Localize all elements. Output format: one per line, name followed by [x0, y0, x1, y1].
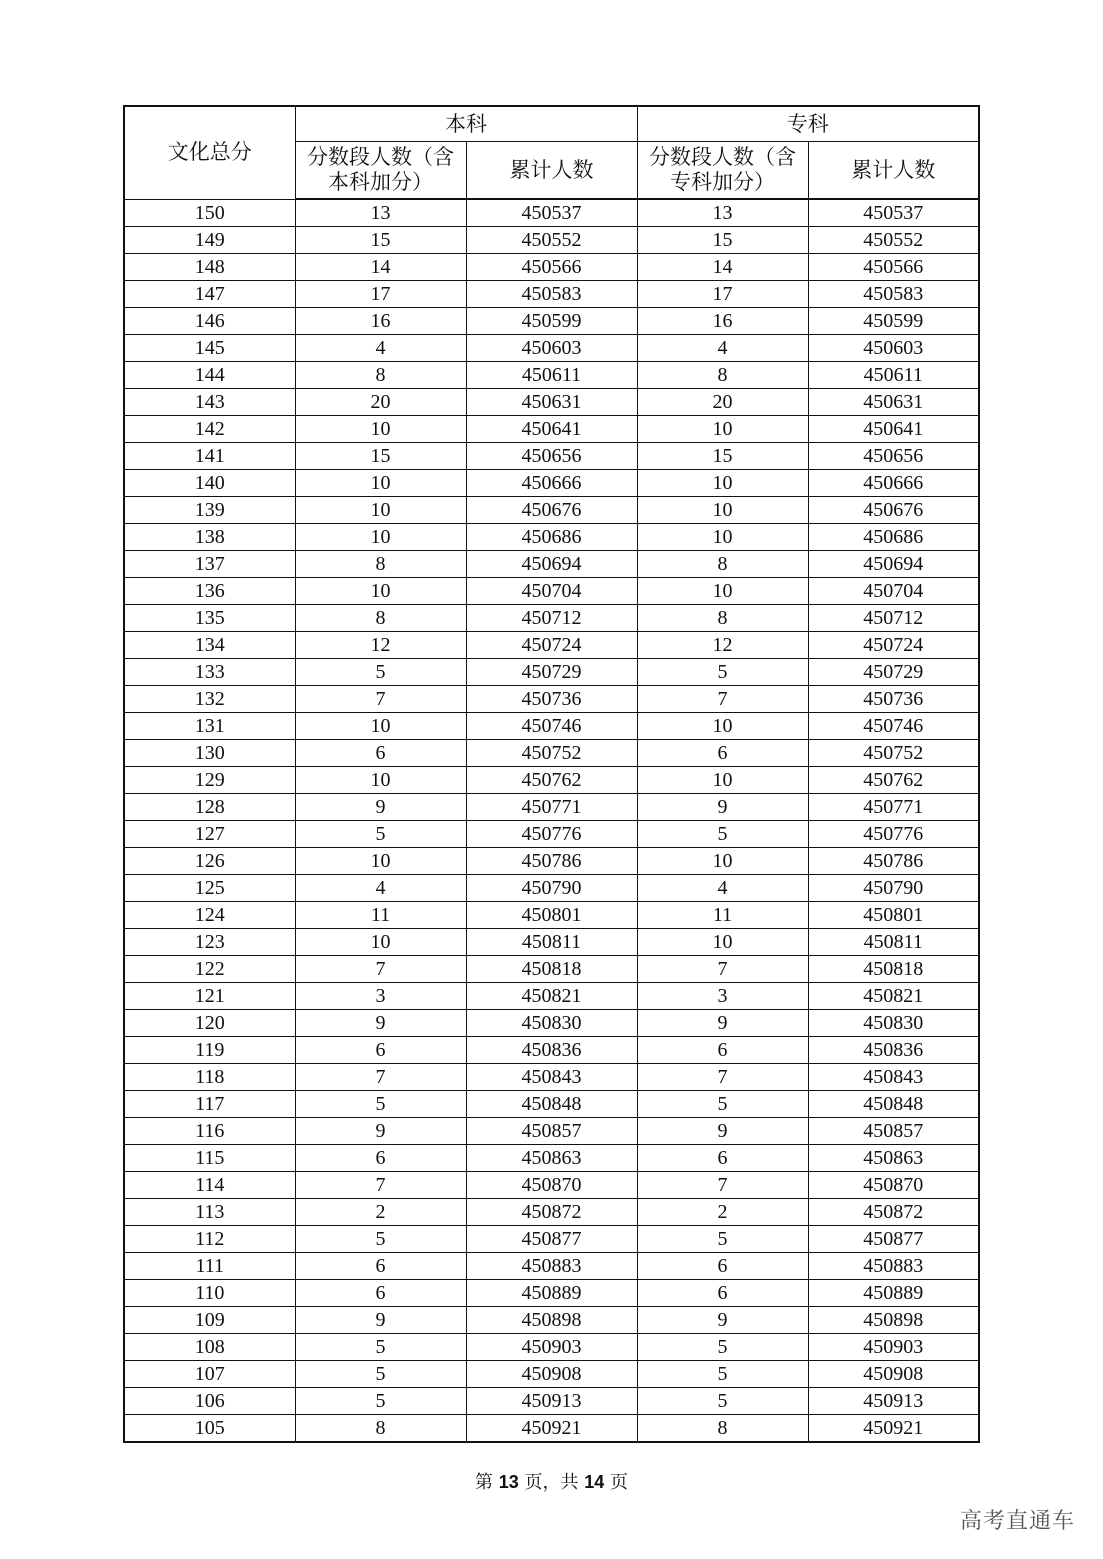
- cell-score: 111: [124, 1253, 295, 1280]
- cell-junior-cumulative: 450883: [808, 1253, 979, 1280]
- cell-undergrad-count: 4: [295, 335, 466, 362]
- cell-junior-cumulative: 450631: [808, 389, 979, 416]
- cell-undergrad-cumulative: 450836: [466, 1037, 637, 1064]
- table-row: [124, 1064, 979, 1091]
- cell-score: 131: [124, 713, 295, 740]
- cell-undergrad-cumulative: 450790: [466, 875, 637, 902]
- cell-undergrad-count: 10: [295, 929, 466, 956]
- cell-junior-count: 14: [637, 254, 808, 281]
- cell-junior-count: 5: [637, 1361, 808, 1388]
- cell-score: 108: [124, 1334, 295, 1361]
- cell-undergrad-count: 16: [295, 308, 466, 335]
- cell-undergrad-count: 7: [295, 1172, 466, 1199]
- cell-score: 105: [124, 1415, 295, 1443]
- cell-score: 136: [124, 578, 295, 605]
- cell-junior-count: 5: [637, 1226, 808, 1253]
- cell-junior-count: 17: [637, 281, 808, 308]
- cell-score: 114: [124, 1172, 295, 1199]
- cell-junior-cumulative: 450583: [808, 281, 979, 308]
- cell-junior-count: 10: [637, 767, 808, 794]
- cell-undergrad-count: 15: [295, 443, 466, 470]
- cell-undergrad-cumulative: 450566: [466, 254, 637, 281]
- cell-junior-cumulative: 450921: [808, 1415, 979, 1443]
- cell-junior-cumulative: 450712: [808, 605, 979, 632]
- cell-undergrad-count: 10: [295, 416, 466, 443]
- cell-score: 120: [124, 1010, 295, 1037]
- cell-junior-cumulative: 450599: [808, 308, 979, 335]
- cell-score: 113: [124, 1199, 295, 1226]
- footer-page-number: 13: [498, 1472, 519, 1492]
- cell-junior-cumulative: 450898: [808, 1307, 979, 1334]
- cell-score: 135: [124, 605, 295, 632]
- table-row: [124, 902, 979, 929]
- table-row: [124, 281, 979, 308]
- table-row: [124, 497, 979, 524]
- cell-undergrad-cumulative: 450746: [466, 713, 637, 740]
- score-distribution-table: [123, 105, 980, 1443]
- cell-undergrad-count: 8: [295, 1415, 466, 1443]
- cell-junior-count: 8: [637, 551, 808, 578]
- cell-undergrad-count: 14: [295, 254, 466, 281]
- cell-undergrad-cumulative: 450811: [466, 929, 637, 956]
- cell-undergrad-count: 5: [295, 821, 466, 848]
- cell-undergrad-count: 10: [295, 713, 466, 740]
- cell-junior-cumulative: 450877: [808, 1226, 979, 1253]
- cell-score: 116: [124, 1118, 295, 1145]
- cell-junior-cumulative: 450686: [808, 524, 979, 551]
- cell-junior-count: 15: [637, 443, 808, 470]
- table-row: [124, 524, 979, 551]
- cell-undergrad-count: 6: [295, 1037, 466, 1064]
- table-row: [124, 1361, 979, 1388]
- cell-junior-cumulative: 450913: [808, 1388, 979, 1415]
- cell-score: 127: [124, 821, 295, 848]
- cell-undergrad-cumulative: 450872: [466, 1199, 637, 1226]
- table-row: [124, 1091, 979, 1118]
- cell-undergrad-count: 10: [295, 524, 466, 551]
- cell-undergrad-count: 9: [295, 1118, 466, 1145]
- cell-undergrad-cumulative: 450583: [466, 281, 637, 308]
- watermark: 高考直通车: [959, 1509, 1075, 1534]
- cell-junior-count: 10: [637, 497, 808, 524]
- cell-score: 133: [124, 659, 295, 686]
- cell-junior-cumulative: 450872: [808, 1199, 979, 1226]
- header-junior-cumulative: 累计人数: [808, 142, 979, 200]
- cell-undergrad-count: 7: [295, 1064, 466, 1091]
- cell-undergrad-cumulative: 450656: [466, 443, 637, 470]
- cell-undergrad-cumulative: 450712: [466, 605, 637, 632]
- cell-undergrad-cumulative: 450857: [466, 1118, 637, 1145]
- cell-score: 121: [124, 983, 295, 1010]
- cell-junior-count: 12: [637, 632, 808, 659]
- cell-undergrad-cumulative: 450863: [466, 1145, 637, 1172]
- cell-junior-cumulative: 450771: [808, 794, 979, 821]
- cell-undergrad-count: 6: [295, 740, 466, 767]
- table-row: [124, 848, 979, 875]
- cell-undergrad-count: 8: [295, 362, 466, 389]
- cell-score: 141: [124, 443, 295, 470]
- cell-undergrad-cumulative: 450830: [466, 1010, 637, 1037]
- cell-junior-cumulative: 450801: [808, 902, 979, 929]
- footer-prefix: 第: [475, 1472, 493, 1493]
- cell-junior-cumulative: 450552: [808, 227, 979, 254]
- table-row: [124, 416, 979, 443]
- cell-score: 110: [124, 1280, 295, 1307]
- cell-undergrad-count: 7: [295, 956, 466, 983]
- cell-undergrad-count: 10: [295, 767, 466, 794]
- cell-junior-count: 7: [637, 1064, 808, 1091]
- table-row: [124, 308, 979, 335]
- table-row: [124, 767, 979, 794]
- cell-score: 148: [124, 254, 295, 281]
- cell-undergrad-cumulative: 450537: [466, 199, 637, 227]
- cell-junior-count: 16: [637, 308, 808, 335]
- table-row: [124, 956, 979, 983]
- cell-score: 149: [124, 227, 295, 254]
- cell-undergrad-count: 5: [295, 1388, 466, 1415]
- cell-junior-count: 9: [637, 1307, 808, 1334]
- table-row: [124, 578, 979, 605]
- table-row: [124, 470, 979, 497]
- footer-suffix: 页: [610, 1472, 628, 1493]
- cell-score: 109: [124, 1307, 295, 1334]
- table-row: [124, 1334, 979, 1361]
- cell-junior-cumulative: 450752: [808, 740, 979, 767]
- table-row: [124, 551, 979, 578]
- cell-score: 115: [124, 1145, 295, 1172]
- cell-undergrad-cumulative: 450686: [466, 524, 637, 551]
- cell-undergrad-count: 5: [295, 659, 466, 686]
- cell-undergrad-cumulative: 450903: [466, 1334, 637, 1361]
- cell-junior-count: 9: [637, 1118, 808, 1145]
- cell-undergrad-cumulative: 450776: [466, 821, 637, 848]
- cell-score: 123: [124, 929, 295, 956]
- cell-undergrad-count: 9: [295, 1010, 466, 1037]
- table-row: [124, 1145, 979, 1172]
- table-row: [124, 1280, 979, 1307]
- cell-score: 132: [124, 686, 295, 713]
- cell-undergrad-cumulative: 450762: [466, 767, 637, 794]
- header-junior: 专科: [637, 106, 979, 142]
- cell-undergrad-count: 7: [295, 686, 466, 713]
- table-row: [124, 1037, 979, 1064]
- cell-undergrad-count: 10: [295, 578, 466, 605]
- table-row: [124, 632, 979, 659]
- cell-undergrad-count: 5: [295, 1334, 466, 1361]
- cell-undergrad-count: 5: [295, 1226, 466, 1253]
- cell-score: 107: [124, 1361, 295, 1388]
- cell-junior-cumulative: 450821: [808, 983, 979, 1010]
- cell-undergrad-cumulative: 450818: [466, 956, 637, 983]
- table-row: [124, 362, 979, 389]
- table-row: [124, 713, 979, 740]
- cell-junior-count: 9: [637, 1010, 808, 1037]
- cell-junior-cumulative: 450666: [808, 470, 979, 497]
- header-undergrad: 本科: [295, 106, 637, 142]
- table-row: [124, 875, 979, 902]
- cell-junior-cumulative: 450611: [808, 362, 979, 389]
- cell-junior-count: 5: [637, 1388, 808, 1415]
- cell-junior-count: 6: [637, 740, 808, 767]
- cell-score: 144: [124, 362, 295, 389]
- cell-undergrad-count: 20: [295, 389, 466, 416]
- cell-undergrad-count: 17: [295, 281, 466, 308]
- cell-junior-cumulative: 450603: [808, 335, 979, 362]
- header-junior-count: 分数段人数（含专科加分）: [637, 142, 808, 200]
- cell-junior-count: 8: [637, 605, 808, 632]
- cell-junior-cumulative: 450830: [808, 1010, 979, 1037]
- cell-junior-cumulative: 450863: [808, 1145, 979, 1172]
- cell-junior-cumulative: 450729: [808, 659, 979, 686]
- cell-junior-count: 10: [637, 524, 808, 551]
- table-row: [124, 1307, 979, 1334]
- table-row: [124, 1226, 979, 1253]
- cell-score: 122: [124, 956, 295, 983]
- cell-undergrad-count: 8: [295, 605, 466, 632]
- header-undergrad-cumulative: 累计人数: [466, 142, 637, 200]
- table-row: [124, 794, 979, 821]
- cell-undergrad-cumulative: 450870: [466, 1172, 637, 1199]
- cell-undergrad-count: 8: [295, 551, 466, 578]
- footer-total-pages: 14: [584, 1472, 605, 1492]
- cell-score: 119: [124, 1037, 295, 1064]
- cell-undergrad-cumulative: 450666: [466, 470, 637, 497]
- table-row: [124, 605, 979, 632]
- cell-score: 117: [124, 1091, 295, 1118]
- footer-middle: 页，共: [524, 1472, 579, 1493]
- cell-junior-count: 8: [637, 1415, 808, 1443]
- cell-undergrad-cumulative: 450913: [466, 1388, 637, 1415]
- table-row: [124, 1415, 979, 1443]
- cell-junior-count: 5: [637, 659, 808, 686]
- cell-junior-count: 7: [637, 1172, 808, 1199]
- cell-undergrad-cumulative: 450771: [466, 794, 637, 821]
- cell-junior-count: 10: [637, 416, 808, 443]
- table-row: [124, 1010, 979, 1037]
- header-score: 文化总分: [124, 106, 295, 199]
- cell-junior-count: 20: [637, 389, 808, 416]
- cell-undergrad-count: 12: [295, 632, 466, 659]
- cell-score: 139: [124, 497, 295, 524]
- cell-undergrad-count: 6: [295, 1145, 466, 1172]
- cell-junior-count: 4: [637, 335, 808, 362]
- cell-junior-cumulative: 450746: [808, 713, 979, 740]
- table-row: [124, 227, 979, 254]
- cell-score: 124: [124, 902, 295, 929]
- table-row: [124, 686, 979, 713]
- cell-undergrad-count: 9: [295, 1307, 466, 1334]
- cell-junior-cumulative: 450676: [808, 497, 979, 524]
- cell-junior-cumulative: 450843: [808, 1064, 979, 1091]
- cell-junior-cumulative: 450818: [808, 956, 979, 983]
- table-row: [124, 821, 979, 848]
- table-row: [124, 335, 979, 362]
- cell-junior-cumulative: 450762: [808, 767, 979, 794]
- cell-score: 142: [124, 416, 295, 443]
- table-row: [124, 1118, 979, 1145]
- cell-junior-cumulative: 450694: [808, 551, 979, 578]
- cell-junior-count: 10: [637, 470, 808, 497]
- cell-junior-count: 6: [637, 1037, 808, 1064]
- table-row: [124, 199, 979, 227]
- cell-junior-cumulative: 450857: [808, 1118, 979, 1145]
- cell-undergrad-cumulative: 450848: [466, 1091, 637, 1118]
- cell-junior-count: 7: [637, 956, 808, 983]
- cell-score: 125: [124, 875, 295, 902]
- cell-junior-count: 13: [637, 199, 808, 227]
- cell-junior-count: 10: [637, 848, 808, 875]
- cell-undergrad-count: 6: [295, 1280, 466, 1307]
- cell-undergrad-cumulative: 450552: [466, 227, 637, 254]
- cell-undergrad-cumulative: 450736: [466, 686, 637, 713]
- cell-score: 134: [124, 632, 295, 659]
- cell-junior-count: 2: [637, 1199, 808, 1226]
- cell-undergrad-count: 3: [295, 983, 466, 1010]
- cell-junior-count: 6: [637, 1253, 808, 1280]
- cell-undergrad-cumulative: 450889: [466, 1280, 637, 1307]
- cell-undergrad-cumulative: 450704: [466, 578, 637, 605]
- cell-undergrad-cumulative: 450603: [466, 335, 637, 362]
- cell-junior-cumulative: 450889: [808, 1280, 979, 1307]
- cell-undergrad-cumulative: 450641: [466, 416, 637, 443]
- cell-score: 112: [124, 1226, 295, 1253]
- cell-undergrad-count: 11: [295, 902, 466, 929]
- cell-undergrad-cumulative: 450752: [466, 740, 637, 767]
- cell-score: 118: [124, 1064, 295, 1091]
- table-row: [124, 929, 979, 956]
- cell-undergrad-count: 13: [295, 199, 466, 227]
- cell-junior-cumulative: 450848: [808, 1091, 979, 1118]
- cell-undergrad-cumulative: 450631: [466, 389, 637, 416]
- cell-junior-count: 10: [637, 713, 808, 740]
- cell-junior-cumulative: 450836: [808, 1037, 979, 1064]
- cell-score: 146: [124, 308, 295, 335]
- cell-undergrad-count: 5: [295, 1091, 466, 1118]
- cell-undergrad-cumulative: 450921: [466, 1415, 637, 1443]
- cell-junior-count: 10: [637, 578, 808, 605]
- cell-junior-cumulative: 450811: [808, 929, 979, 956]
- header-undergrad-count: 分数段人数（含本科加分）: [295, 142, 466, 200]
- cell-junior-count: 5: [637, 1091, 808, 1118]
- cell-junior-count: 5: [637, 821, 808, 848]
- cell-undergrad-count: 10: [295, 848, 466, 875]
- cell-score: 106: [124, 1388, 295, 1415]
- cell-junior-count: 6: [637, 1145, 808, 1172]
- table-row: [124, 254, 979, 281]
- page-footer: [0, 1468, 1103, 1494]
- cell-undergrad-cumulative: 450843: [466, 1064, 637, 1091]
- cell-undergrad-cumulative: 450599: [466, 308, 637, 335]
- cell-score: 147: [124, 281, 295, 308]
- cell-undergrad-count: 6: [295, 1253, 466, 1280]
- table-row: [124, 1199, 979, 1226]
- cell-undergrad-count: 15: [295, 227, 466, 254]
- cell-undergrad-cumulative: 450724: [466, 632, 637, 659]
- table-row: [124, 983, 979, 1010]
- cell-junior-cumulative: 450537: [808, 199, 979, 227]
- cell-undergrad-count: 5: [295, 1361, 466, 1388]
- cell-junior-cumulative: 450870: [808, 1172, 979, 1199]
- cell-undergrad-cumulative: 450877: [466, 1226, 637, 1253]
- cell-junior-cumulative: 450903: [808, 1334, 979, 1361]
- cell-score: 140: [124, 470, 295, 497]
- cell-undergrad-count: 9: [295, 794, 466, 821]
- cell-undergrad-count: 4: [295, 875, 466, 902]
- cell-score: 145: [124, 335, 295, 362]
- cell-junior-cumulative: 450776: [808, 821, 979, 848]
- table-row: [124, 1388, 979, 1415]
- cell-junior-count: 15: [637, 227, 808, 254]
- cell-undergrad-cumulative: 450694: [466, 551, 637, 578]
- cell-junior-count: 6: [637, 1280, 808, 1307]
- cell-undergrad-cumulative: 450898: [466, 1307, 637, 1334]
- table-row: [124, 389, 979, 416]
- cell-score: 129: [124, 767, 295, 794]
- cell-undergrad-cumulative: 450883: [466, 1253, 637, 1280]
- cell-junior-cumulative: 450704: [808, 578, 979, 605]
- table-row: [124, 443, 979, 470]
- cell-junior-cumulative: 450641: [808, 416, 979, 443]
- table-row: [124, 740, 979, 767]
- cell-junior-count: 3: [637, 983, 808, 1010]
- cell-score: 150: [124, 199, 295, 227]
- cell-score: 137: [124, 551, 295, 578]
- cell-score: 130: [124, 740, 295, 767]
- cell-score: 138: [124, 524, 295, 551]
- cell-undergrad-cumulative: 450786: [466, 848, 637, 875]
- cell-junior-cumulative: 450736: [808, 686, 979, 713]
- table-row: [124, 1172, 979, 1199]
- cell-undergrad-cumulative: 450801: [466, 902, 637, 929]
- cell-undergrad-count: 10: [295, 470, 466, 497]
- cell-junior-cumulative: 450724: [808, 632, 979, 659]
- cell-junior-count: 10: [637, 929, 808, 956]
- cell-undergrad-cumulative: 450611: [466, 362, 637, 389]
- cell-junior-cumulative: 450786: [808, 848, 979, 875]
- cell-junior-cumulative: 450656: [808, 443, 979, 470]
- cell-junior-count: 5: [637, 1334, 808, 1361]
- cell-score: 126: [124, 848, 295, 875]
- cell-undergrad-count: 2: [295, 1199, 466, 1226]
- cell-score: 128: [124, 794, 295, 821]
- cell-junior-count: 9: [637, 794, 808, 821]
- cell-junior-cumulative: 450790: [808, 875, 979, 902]
- cell-score: 143: [124, 389, 295, 416]
- cell-junior-count: 4: [637, 875, 808, 902]
- table-row: [124, 659, 979, 686]
- cell-undergrad-count: 10: [295, 497, 466, 524]
- cell-undergrad-cumulative: 450821: [466, 983, 637, 1010]
- table-body: [124, 199, 979, 1442]
- cell-undergrad-cumulative: 450908: [466, 1361, 637, 1388]
- cell-junior-count: 11: [637, 902, 808, 929]
- cell-junior-cumulative: 450566: [808, 254, 979, 281]
- cell-junior-count: 8: [637, 362, 808, 389]
- cell-undergrad-cumulative: 450676: [466, 497, 637, 524]
- cell-junior-count: 7: [637, 686, 808, 713]
- cell-junior-cumulative: 450908: [808, 1361, 979, 1388]
- table-header: [124, 106, 979, 199]
- cell-undergrad-cumulative: 450729: [466, 659, 637, 686]
- table-row: [124, 1253, 979, 1280]
